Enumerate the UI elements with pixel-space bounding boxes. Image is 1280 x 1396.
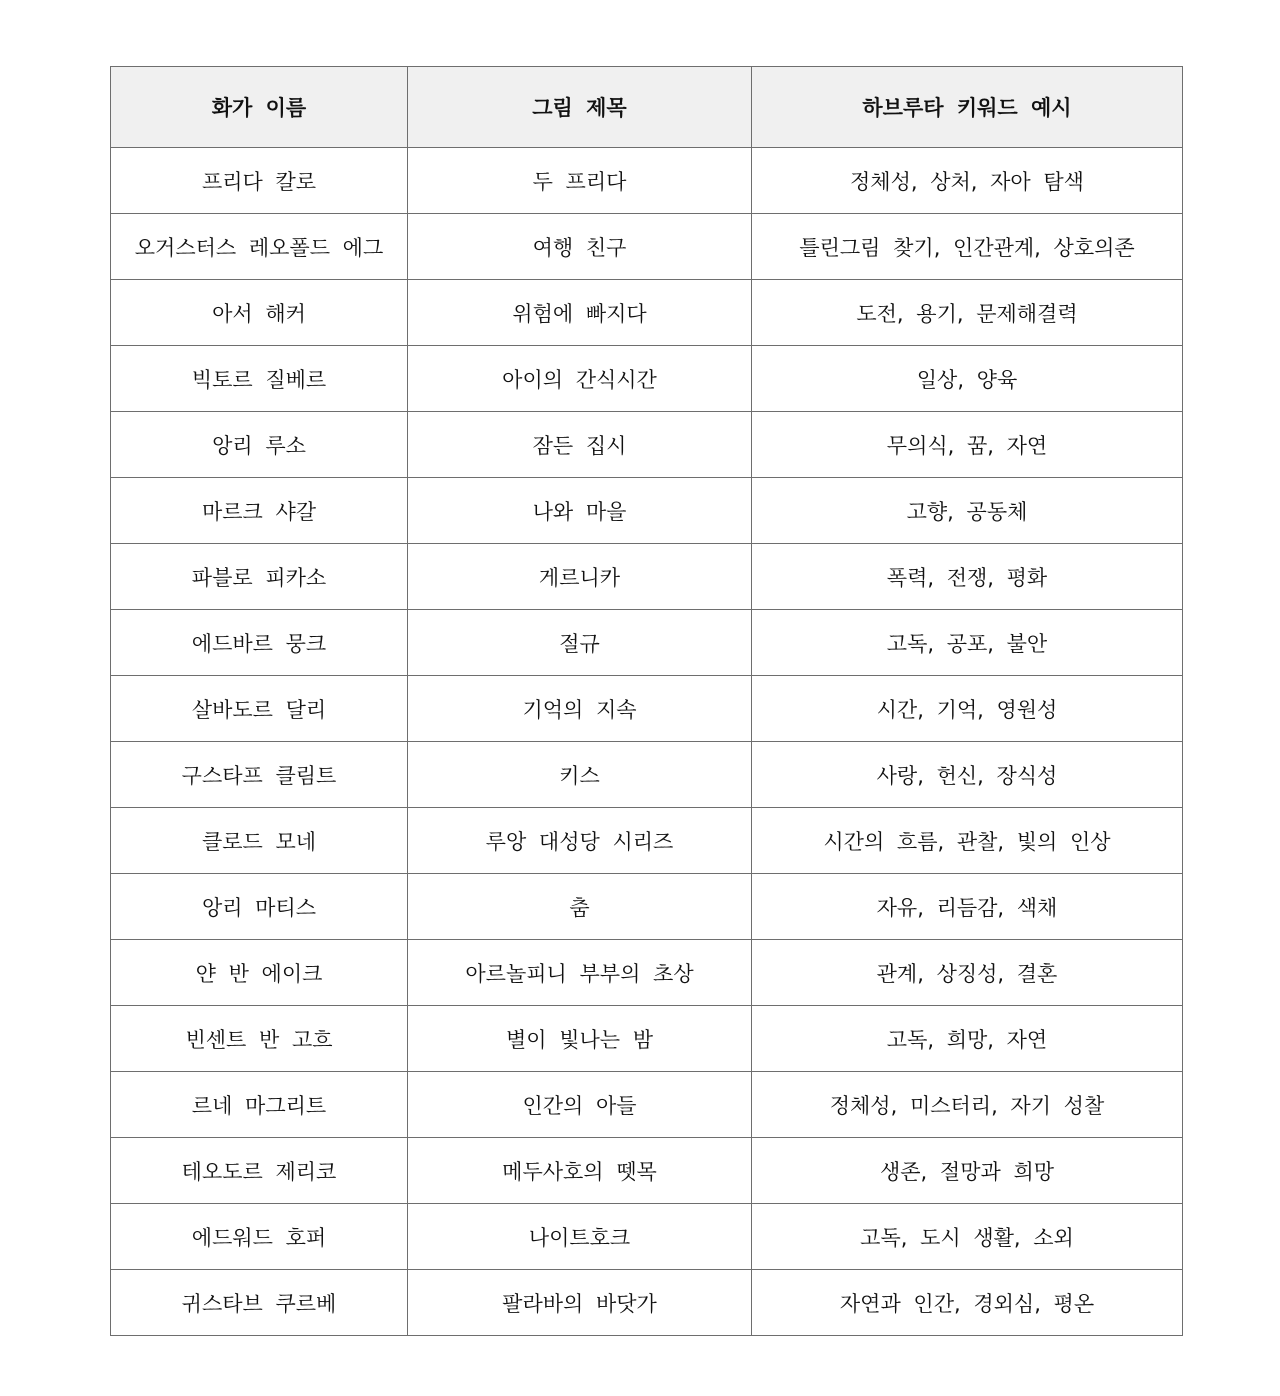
title-cell: 두 프리다 — [408, 148, 752, 214]
artist-cell: 앙리 마티스 — [111, 874, 408, 940]
keywords-cell: 정체성, 미스터리, 자기 성찰 — [752, 1072, 1183, 1138]
keywords-cell: 폭력, 전쟁, 평화 — [752, 544, 1183, 610]
table-row — [111, 610, 1183, 676]
artist-cell: 빈센트 반 고흐 — [111, 1006, 408, 1072]
table-row — [111, 214, 1183, 280]
title-cell: 위험에 빠지다 — [408, 280, 752, 346]
title-cell: 팔라바의 바닷가 — [408, 1270, 752, 1336]
keywords-cell: 고향, 공동체 — [752, 478, 1183, 544]
keywords-cell: 무의식, 꿈, 자연 — [752, 412, 1183, 478]
table-row — [111, 1204, 1183, 1270]
artist-cell: 오거스터스 레오폴드 에그 — [111, 214, 408, 280]
artist-cell: 르네 마그리트 — [111, 1072, 408, 1138]
keywords-cell: 사랑, 헌신, 장식성 — [752, 742, 1183, 808]
artist-cell: 파블로 피카소 — [111, 544, 408, 610]
keywords-cell: 고독, 희망, 자연 — [752, 1006, 1183, 1072]
title-cell: 루앙 대성당 시리즈 — [408, 808, 752, 874]
keywords-cell: 시간, 기억, 영원성 — [752, 676, 1183, 742]
keywords-cell: 고독, 도시 생활, 소외 — [752, 1204, 1183, 1270]
artist-cell: 살바도르 달리 — [111, 676, 408, 742]
table-row — [111, 874, 1183, 940]
keywords-cell: 시간의 흐름, 관찰, 빛의 인상 — [752, 808, 1183, 874]
title-cell: 키스 — [408, 742, 752, 808]
table-row — [111, 1270, 1183, 1336]
artist-cell: 에드워드 호퍼 — [111, 1204, 408, 1270]
artist-cell: 에드바르 뭉크 — [111, 610, 408, 676]
header-artist: 화가 이름 — [111, 67, 408, 148]
header-title: 그림 제목 — [408, 67, 752, 148]
artist-cell: 클로드 모네 — [111, 808, 408, 874]
table-row — [111, 412, 1183, 478]
title-cell: 인간의 아들 — [408, 1072, 752, 1138]
table-row — [111, 148, 1183, 214]
table-row — [111, 544, 1183, 610]
table-row — [111, 1006, 1183, 1072]
table-row — [111, 808, 1183, 874]
keywords-cell: 자유, 리듬감, 색채 — [752, 874, 1183, 940]
header-keywords: 하브루타 키워드 예시 — [752, 67, 1183, 148]
artist-cell: 프리다 칼로 — [111, 148, 408, 214]
title-cell: 나이트호크 — [408, 1204, 752, 1270]
title-cell: 절규 — [408, 610, 752, 676]
header-row — [111, 67, 1183, 148]
title-cell: 게르니카 — [408, 544, 752, 610]
keywords-cell: 틀린그림 찾기, 인간관계, 상호의존 — [752, 214, 1183, 280]
artist-cell: 아서 해커 — [111, 280, 408, 346]
artist-cell: 얀 반 에이크 — [111, 940, 408, 1006]
title-cell: 아이의 간식시간 — [408, 346, 752, 412]
title-cell: 아르놀피니 부부의 초상 — [408, 940, 752, 1006]
title-cell: 별이 빛나는 밤 — [408, 1006, 752, 1072]
keywords-cell: 자연과 인간, 경외심, 평온 — [752, 1270, 1183, 1336]
title-cell: 잠든 집시 — [408, 412, 752, 478]
artist-cell: 빅토르 질베르 — [111, 346, 408, 412]
table-row — [111, 478, 1183, 544]
keywords-cell: 도전, 용기, 문제해결력 — [752, 280, 1183, 346]
table-row — [111, 676, 1183, 742]
title-cell: 기억의 지속 — [408, 676, 752, 742]
table-row — [111, 940, 1183, 1006]
artist-cell: 구스타프 클림트 — [111, 742, 408, 808]
table-row — [111, 346, 1183, 412]
title-cell: 여행 친구 — [408, 214, 752, 280]
title-cell: 춤 — [408, 874, 752, 940]
keywords-cell: 정체성, 상처, 자아 탐색 — [752, 148, 1183, 214]
keywords-cell: 생존, 절망과 희망 — [752, 1138, 1183, 1204]
keywords-cell: 일상, 양육 — [752, 346, 1183, 412]
keywords-cell: 관계, 상징성, 결혼 — [752, 940, 1183, 1006]
artist-cell: 마르크 샤갈 — [111, 478, 408, 544]
keywords-cell: 고독, 공포, 불안 — [752, 610, 1183, 676]
title-cell: 나와 마을 — [408, 478, 752, 544]
table-row — [111, 280, 1183, 346]
table-row — [111, 742, 1183, 808]
title-cell: 메두사호의 뗏목 — [408, 1138, 752, 1204]
table-row — [111, 1138, 1183, 1204]
table-row — [111, 1072, 1183, 1138]
artist-cell: 테오도르 제리코 — [111, 1138, 408, 1204]
artist-cell: 앙리 루소 — [111, 412, 408, 478]
artworks-table — [110, 66, 1183, 1336]
artist-cell: 귀스타브 쿠르베 — [111, 1270, 408, 1336]
